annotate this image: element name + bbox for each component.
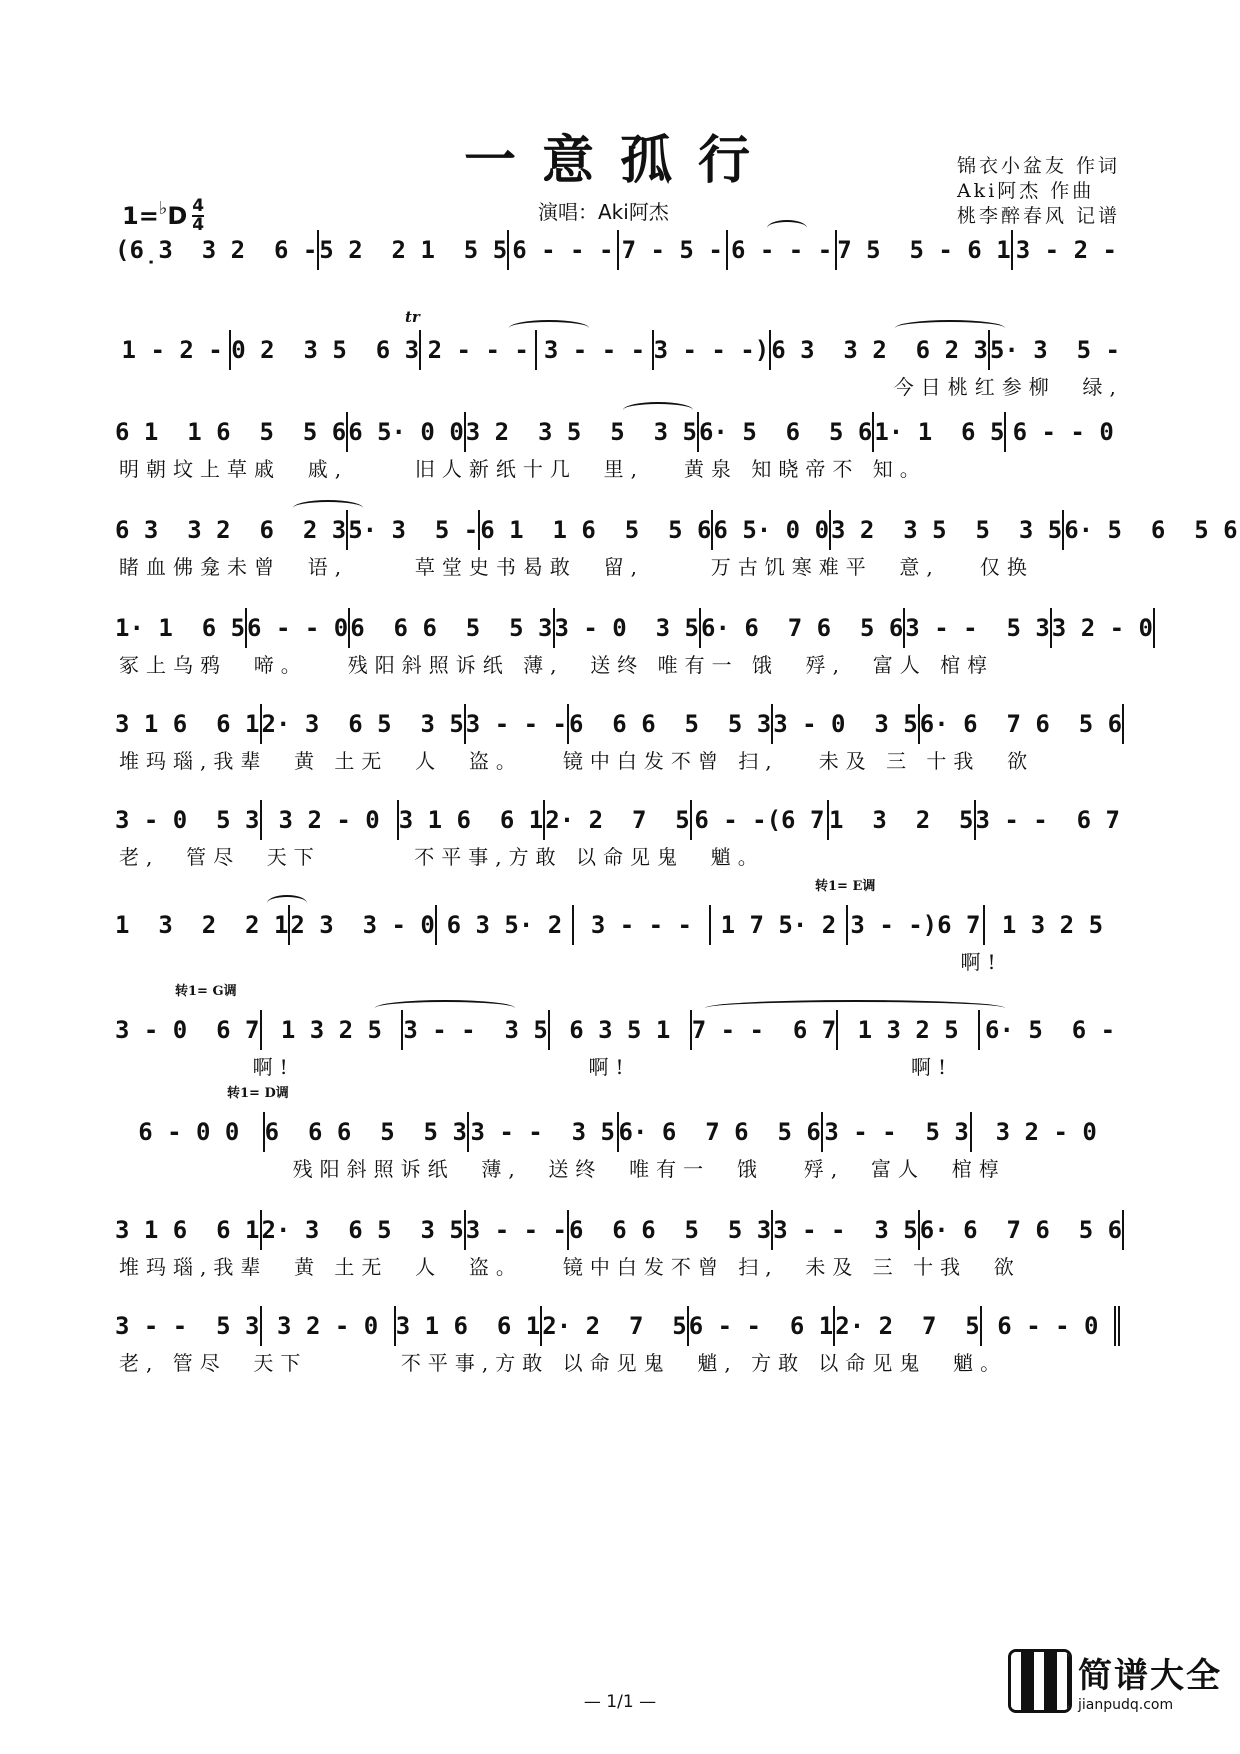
measure: 6· 5 6 5 6: [697, 412, 872, 452]
measure: 6 5· 0 0: [346, 412, 464, 452]
measure: 5· 3 5 -: [346, 510, 478, 550]
measure: 7 - - 6 7: [690, 1010, 837, 1050]
measure: 6· 6 7 6 5 6: [699, 608, 903, 648]
measure: 6 3 5 1: [548, 1010, 690, 1050]
measure: 5 2 2 1 5 5: [317, 230, 507, 270]
measure: 3 - - -: [572, 905, 709, 945]
score-system: [115, 412, 1120, 486]
measure: 3 2 - 0: [970, 1112, 1120, 1152]
tie-slur: [509, 320, 589, 336]
transcriber-credit: 桃李醉春风 记谱: [956, 205, 1120, 227]
measure: 2· 2 7 5: [833, 1306, 980, 1346]
notation-line: [115, 879, 1120, 945]
measure: 6 3 5· 2: [435, 905, 572, 945]
measure: 6 - - -: [726, 230, 835, 270]
singer-credit: 演唱：Aki阿杰: [538, 200, 669, 224]
key-change-label: 转1= G调: [175, 984, 237, 999]
measure: 6· 6 7 6 5 6: [617, 1112, 821, 1152]
measure: 1 3 2 5: [836, 1010, 978, 1050]
measure: 3 - 0 5 3: [115, 806, 260, 834]
site-logo: [1008, 1648, 1222, 1713]
measure: 6 - - 6 1: [687, 1306, 834, 1346]
measure: 6· 6 7 6 5 6: [918, 704, 1124, 744]
measure: (6̣3 3 2 6 -: [115, 236, 318, 264]
measure: 1· 1 6 5: [115, 614, 246, 642]
tie-slur: [623, 402, 693, 418]
measure: 6 - -(6 7: [690, 800, 827, 840]
measure: 2· 3 6 5 3 5: [260, 704, 464, 744]
measure: 6 3 3 2 6 2 3: [115, 516, 347, 544]
measure: 6 - 0 0: [138, 1118, 240, 1146]
measure: 6 - - 0: [980, 1306, 1120, 1346]
measure: 3 - -)6 7: [846, 905, 983, 945]
time-bottom: 4: [192, 215, 205, 235]
measure: 2· 3 6 5 3 5: [260, 1210, 464, 1250]
measure: 3 2 - 0: [260, 1306, 394, 1346]
time-top: 4: [192, 196, 205, 216]
score-system: [115, 1306, 1120, 1380]
measure: 3 - - -: [464, 1210, 567, 1250]
flat-sign: ♭: [158, 197, 168, 219]
measure: 3 2 - 0: [1050, 608, 1155, 648]
measure: 6· 5 6 5 6: [1062, 510, 1237, 550]
measure: 3 1 6 6 1: [115, 710, 260, 738]
score-system: [115, 1210, 1123, 1284]
lyric-line: 堆玛瑙,我辈 黄 土无 人 盗。 镜中白发不曾 扫, 未及 三 十我 欲: [119, 749, 1035, 773]
measure: 2· 2 7 5: [540, 1306, 687, 1346]
measure: 3 - - 3 5: [401, 1010, 548, 1050]
measure: 3 - - 3 5: [467, 1112, 617, 1152]
notation-line: [115, 412, 1120, 452]
measure: 3 2 3 5 5 3 5: [829, 510, 1062, 550]
notation-line: [115, 800, 1120, 840]
credits-block: [957, 154, 1120, 229]
measure: 3 - - -: [464, 704, 567, 744]
measure: 3 1 6 6 1: [394, 1306, 541, 1346]
notation-line: [115, 308, 1120, 370]
tie-slur: [705, 1000, 1005, 1016]
song-title: 一意孤行: [463, 130, 776, 191]
measure: 2 - - -: [419, 330, 535, 370]
measure: 6· 6 7 6 5 6: [918, 1210, 1124, 1250]
score-system: [115, 230, 1120, 304]
score-system: [115, 704, 1123, 778]
composer-credit: Aki阿杰 作曲: [956, 180, 1095, 202]
key-signature: [122, 198, 204, 234]
measure: 3 - 0 6 7: [115, 1016, 260, 1044]
notation-line: [115, 1306, 1120, 1346]
measure: 7 5 5 - 6 1: [835, 230, 1010, 270]
key-change-label: 转1= D调: [227, 1086, 289, 1101]
notation-line: [115, 704, 1123, 744]
notation-line: [115, 608, 1153, 648]
measure: 1 - 2 -: [121, 336, 223, 364]
measure: 1 7 5· 2: [709, 905, 846, 945]
score-system: [115, 879, 1120, 979]
score-system: [115, 1086, 1120, 1186]
lyric-line: 啊! 啊! 啊!: [119, 1055, 954, 1079]
lyric-line: 今日桃红参柳 绿,: [119, 375, 1123, 399]
measure: 6 6 6 5 5 3: [348, 608, 552, 648]
key-change-label: 转1= E调: [815, 879, 876, 894]
measure: 1 3 2 5: [827, 800, 974, 840]
score-system: [115, 608, 1153, 682]
measure: 6 6 6 5 5 3: [263, 1112, 467, 1152]
measure: 6 - - -: [507, 230, 616, 270]
measure: 6 1 1 6 5 5 6: [115, 418, 347, 446]
tie-slur: [767, 220, 807, 236]
measure: 6 - - 0: [245, 608, 348, 648]
measure: 3 - - -: [535, 330, 651, 370]
measure: 7 - 5 -: [617, 230, 726, 270]
notation-line: [115, 230, 1120, 270]
lyric-line: 明朝坟上草戚 戚, 旧人新纸十几 里, 黄泉 知晓帝不 知。: [119, 457, 927, 481]
score-system: [115, 800, 1120, 874]
lyricist-credit: 锦衣小盆友 作词: [956, 155, 1120, 177]
measure: 1· 1 6 5: [872, 412, 1004, 452]
notation-line: [115, 1086, 1120, 1152]
site-name: 简谱大全: [1078, 1656, 1222, 1696]
measure: 6 5· 0 0: [711, 510, 829, 550]
measure: 3 2 3 5 5 3 5: [464, 412, 697, 452]
notation-line: [115, 1210, 1123, 1250]
measure: 0 2 3 5 6 3: [229, 330, 419, 370]
trill-mark: tr: [405, 308, 420, 326]
measure: 3 - - 5 3: [903, 608, 1050, 648]
score-system: [115, 510, 1238, 584]
measure: 6 3 3 2 6 2 3: [769, 330, 988, 370]
measure: 1 3 2 5: [260, 1010, 402, 1050]
measure: 1 3 2 5: [983, 905, 1120, 945]
time-signature: [192, 198, 204, 234]
measure: 5· 3 5 -: [988, 330, 1120, 370]
tie-slur: [267, 895, 307, 911]
measure: 3 - - -): [652, 330, 770, 370]
score-system: [115, 984, 1120, 1084]
measure: 3 - 0 3 5: [771, 704, 918, 744]
measure: 6 6 6 5 5 3: [567, 704, 771, 744]
lyric-line: 堆玛瑙,我辈 黄 土无 人 盗。 镜中白发不曾 扫, 未及 三 十我 欲: [119, 1255, 1021, 1279]
lyric-line: 啊!: [119, 950, 1003, 974]
measure: 3 1 6 6 1: [115, 1216, 260, 1244]
measure: 6 6 6 5 5 3: [567, 1210, 771, 1250]
lyric-line: 老, 管尽 天下 不平事,方敢 以命见鬼 魈, 方敢 以命见鬼 魈。: [119, 1351, 1008, 1375]
lyric-line: 老, 管尽 天下 不平事,方敢 以命见鬼 魈。: [119, 845, 765, 869]
piano-keys-icon: [1008, 1649, 1072, 1713]
key-prefix: 1=: [122, 202, 159, 230]
site-url: jianpudq.com: [1078, 1697, 1174, 1713]
measure: 1 3 2 2 1: [115, 911, 289, 939]
tie-slur: [895, 320, 1005, 336]
measure: 3 - 0 3 5: [553, 608, 700, 648]
measure: 3 - 2 -: [1011, 230, 1120, 270]
measure: 2· 2 7 5: [543, 800, 690, 840]
measure: 3 1 6 6 1: [397, 800, 544, 840]
notation-line: [115, 510, 1238, 550]
measure: 2 3 3 - 0: [288, 905, 435, 945]
measure: 6· 5 6 -: [978, 1010, 1120, 1050]
measure: 3 - - 5 3: [821, 1112, 971, 1152]
notation-line: [115, 984, 1120, 1050]
tie-slur: [293, 500, 363, 516]
score-system: [115, 308, 1123, 404]
key-letter: D: [167, 202, 188, 230]
measure: 6 - - 0: [1004, 412, 1120, 452]
lyric-line: [115, 270, 1120, 304]
lyric-line: 睹血佛龛未曾 语, 草堂史书曷敢 留, 万古饥寒难平 意, 仅换: [119, 555, 1034, 579]
lyric-line: 残阳斜照诉纸 薄, 送终 唯有一 饿 殍, 富人 棺椁: [119, 1157, 1006, 1181]
page-number: — 1/1 —: [583, 1692, 657, 1712]
lyric-line: 冢上乌鸦 啼。 残阳斜照诉纸 薄, 送终 唯有一 饿 殍, 富人 棺椁: [119, 653, 995, 677]
tie-slur: [375, 1000, 515, 1016]
measure: 3 - - 3 5: [771, 1210, 918, 1250]
measure: 6 1 1 6 5 5 6: [478, 510, 711, 550]
measure: 3 - - 6 7: [974, 800, 1121, 840]
measure: 3 - - 5 3: [115, 1312, 260, 1340]
measure: 3 2 - 0: [260, 800, 397, 840]
